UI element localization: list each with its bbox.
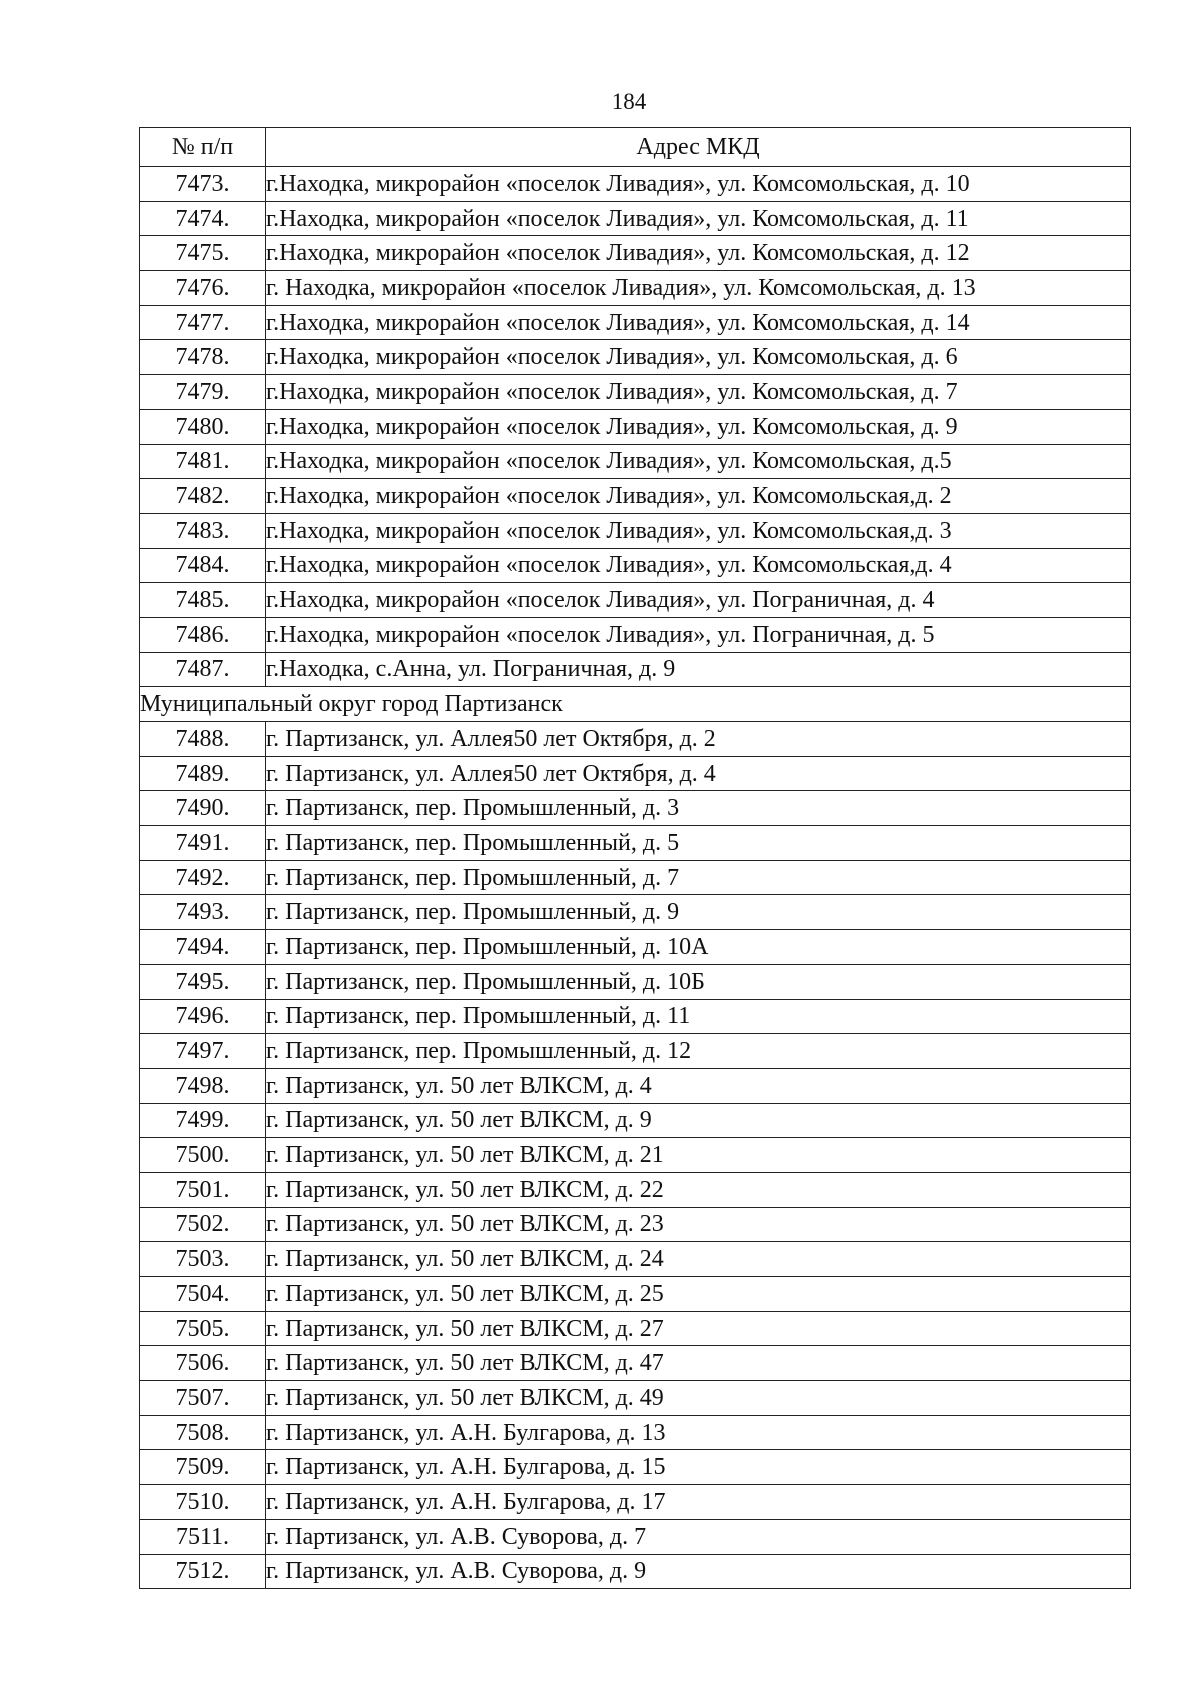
row-address: г.Находка, микрорайон «поселок Ливадия», ул. Комсомольская, д. 7 (266, 375, 1131, 410)
table-row (140, 756, 1131, 791)
row-number: 7478. (140, 340, 266, 375)
row-number: 7487. (140, 652, 266, 687)
row-address: г. Партизанск, пер. Промышленный, д. 10Б (266, 964, 1131, 999)
row-number: 7498. (140, 1068, 266, 1103)
table-row (140, 548, 1131, 583)
row-address: г.Находка, микрорайон «поселок Ливадия», ул. Комсомольская,д. 2 (266, 479, 1131, 514)
row-number: 7486. (140, 617, 266, 652)
row-number: 7502. (140, 1207, 266, 1242)
address-table (139, 127, 1131, 1589)
row-address: г. Партизанск, ул. 50 лет ВЛКСМ, д. 22 (266, 1172, 1131, 1207)
row-address: г. Партизанск, ул. А.В. Суворова, д. 7 (266, 1519, 1131, 1554)
row-address: г.Находка, микрорайон «поселок Ливадия», ул. Пограничная, д. 4 (266, 583, 1131, 618)
row-number: 7512. (140, 1554, 266, 1589)
table-row (140, 617, 1131, 652)
row-address: г.Находка, с.Анна, ул. Пограничная, д. 9 (266, 652, 1131, 687)
row-address: г. Партизанск, пер. Промышленный, д. 9 (266, 895, 1131, 930)
header-address-column: Адрес МКД (266, 128, 1131, 167)
row-address: г. Партизанск, ул. 50 лет ВЛКСМ, д. 24 (266, 1242, 1131, 1277)
table-row (140, 1207, 1131, 1242)
row-number: 7506. (140, 1346, 266, 1381)
row-number: 7477. (140, 305, 266, 340)
row-number: 7496. (140, 999, 266, 1034)
section-title: Муниципальный округ город Партизанск (140, 687, 1131, 722)
row-number: 7490. (140, 791, 266, 826)
row-address: г. Партизанск, пер. Промышленный, д. 12 (266, 1034, 1131, 1069)
row-address: г.Находка, микрорайон «поселок Ливадия», ул. Комсомольская, д. 10 (266, 167, 1131, 202)
row-address: г. Партизанск, пер. Промышленный, д. 3 (266, 791, 1131, 826)
table-row (140, 1554, 1131, 1589)
row-number: 7485. (140, 583, 266, 618)
table-row (140, 1172, 1131, 1207)
table-row (140, 1346, 1131, 1381)
row-number: 7489. (140, 756, 266, 791)
row-number: 7493. (140, 895, 266, 930)
row-address: г.Находка, микрорайон «поселок Ливадия», ул. Комсомольская, д.5 (266, 444, 1131, 479)
table-header-row (140, 128, 1131, 167)
row-number: 7474. (140, 201, 266, 236)
row-address: г. Партизанск, ул. Аллея50 лет Октября, д. 2 (266, 722, 1131, 757)
table-row (140, 930, 1131, 965)
table-row (140, 479, 1131, 514)
row-number: 7483. (140, 513, 266, 548)
row-address: г. Партизанск, ул. 50 лет ВЛКСМ, д. 23 (266, 1207, 1131, 1242)
table-row (140, 826, 1131, 861)
table-row (140, 340, 1131, 375)
row-number: 7491. (140, 826, 266, 861)
row-address: г.Находка, микрорайон «поселок Ливадия», ул. Комсомольская,д. 4 (266, 548, 1131, 583)
table-row (140, 860, 1131, 895)
row-number: 7499. (140, 1103, 266, 1138)
table-row (140, 305, 1131, 340)
row-address: г.Находка, микрорайон «поселок Ливадия», ул. Пограничная, д. 5 (266, 617, 1131, 652)
row-number: 7505. (140, 1311, 266, 1346)
row-number: 7480. (140, 409, 266, 444)
row-number: 7500. (140, 1138, 266, 1173)
row-number: 7497. (140, 1034, 266, 1069)
table-row (140, 513, 1131, 548)
table-row (140, 1415, 1131, 1450)
row-number: 7494. (140, 930, 266, 965)
row-number: 7482. (140, 479, 266, 514)
table-row (140, 722, 1131, 757)
row-address: г. Находка, микрорайон «поселок Ливадия», ул. Комсомольская, д. 13 (266, 271, 1131, 306)
row-address: г. Партизанск, пер. Промышленный, д. 11 (266, 999, 1131, 1034)
row-number: 7509. (140, 1450, 266, 1485)
row-address: г. Партизанск, ул. А.В. Суворова, д. 9 (266, 1554, 1131, 1589)
row-number: 7479. (140, 375, 266, 410)
row-address: г. Партизанск, ул. 50 лет ВЛКСМ, д. 47 (266, 1346, 1131, 1381)
table-row (140, 409, 1131, 444)
row-address: г. Партизанск, ул. 50 лет ВЛКСМ, д. 25 (266, 1277, 1131, 1312)
row-address: г.Находка, микрорайон «поселок Ливадия», ул. Комсомольская,д. 3 (266, 513, 1131, 548)
header-number-column: № п/п (140, 128, 266, 167)
row-number: 7511. (140, 1519, 266, 1554)
table-row (140, 1103, 1131, 1138)
row-address: г. Партизанск, ул. А.Н. Булгарова, д. 17 (266, 1485, 1131, 1520)
row-number: 7510. (140, 1485, 266, 1520)
row-address: г. Партизанск, ул. 50 лет ВЛКСМ, д. 4 (266, 1068, 1131, 1103)
row-number: 7475. (140, 236, 266, 271)
row-number: 7508. (140, 1415, 266, 1450)
table-body (140, 128, 1131, 1589)
section-row (140, 687, 1131, 722)
row-number: 7484. (140, 548, 266, 583)
table-row (140, 999, 1131, 1034)
row-address: г. Партизанск, ул. 50 лет ВЛКСМ, д. 27 (266, 1311, 1131, 1346)
table-row (140, 1277, 1131, 1312)
table-row (140, 1068, 1131, 1103)
row-number: 7492. (140, 860, 266, 895)
table-row (140, 444, 1131, 479)
table-row (140, 791, 1131, 826)
row-address: г.Находка, микрорайон «поселок Ливадия», ул. Комсомольская, д. 9 (266, 409, 1131, 444)
page-number: 184 (611, 89, 647, 114)
table-row (140, 964, 1131, 999)
row-address: г. Партизанск, пер. Промышленный, д. 10А (266, 930, 1131, 965)
table-row (140, 1485, 1131, 1520)
table-row (140, 1138, 1131, 1173)
row-number: 7495. (140, 964, 266, 999)
row-number: 7488. (140, 722, 266, 757)
row-address: г. Партизанск, пер. Промышленный, д. 7 (266, 860, 1131, 895)
row-number: 7481. (140, 444, 266, 479)
table-row (140, 1242, 1131, 1277)
table-row (140, 201, 1131, 236)
table-row (140, 167, 1131, 202)
row-address: г. Партизанск, ул. 50 лет ВЛКСМ, д. 9 (266, 1103, 1131, 1138)
row-address: г. Партизанск, ул. Аллея50 лет Октября, д. 4 (266, 756, 1131, 791)
row-address: г. Партизанск, ул. 50 лет ВЛКСМ, д. 21 (266, 1138, 1131, 1173)
row-number: 7503. (140, 1242, 266, 1277)
table-row (140, 895, 1131, 930)
table-row (140, 583, 1131, 618)
row-number: 7507. (140, 1381, 266, 1416)
row-address: г.Находка, микрорайон «поселок Ливадия», ул. Комсомольская, д. 14 (266, 305, 1131, 340)
row-number: 7501. (140, 1172, 266, 1207)
table-row (140, 236, 1131, 271)
row-number: 7473. (140, 167, 266, 202)
table-row (140, 1381, 1131, 1416)
row-address: г.Находка, микрорайон «поселок Ливадия», ул. Комсомольская, д. 11 (266, 201, 1131, 236)
table-row (140, 1034, 1131, 1069)
row-address: г. Партизанск, ул. А.Н. Булгарова, д. 15 (266, 1450, 1131, 1485)
table-row (140, 1450, 1131, 1485)
row-address: г. Партизанск, пер. Промышленный, д. 5 (266, 826, 1131, 861)
row-number: 7504. (140, 1277, 266, 1312)
table-row (140, 271, 1131, 306)
table-row (140, 375, 1131, 410)
table-row (140, 1311, 1131, 1346)
row-address: г.Находка, микрорайон «поселок Ливадия», ул. Комсомольская, д. 6 (266, 340, 1131, 375)
row-address: г. Партизанск, ул. А.Н. Булгарова, д. 13 (266, 1415, 1131, 1450)
table-row (140, 1519, 1131, 1554)
row-number: 7476. (140, 271, 266, 306)
row-address: г.Находка, микрорайон «поселок Ливадия», ул. Комсомольская, д. 12 (266, 236, 1131, 271)
row-address: г. Партизанск, ул. 50 лет ВЛКСМ, д. 49 (266, 1381, 1131, 1416)
table-row (140, 652, 1131, 687)
